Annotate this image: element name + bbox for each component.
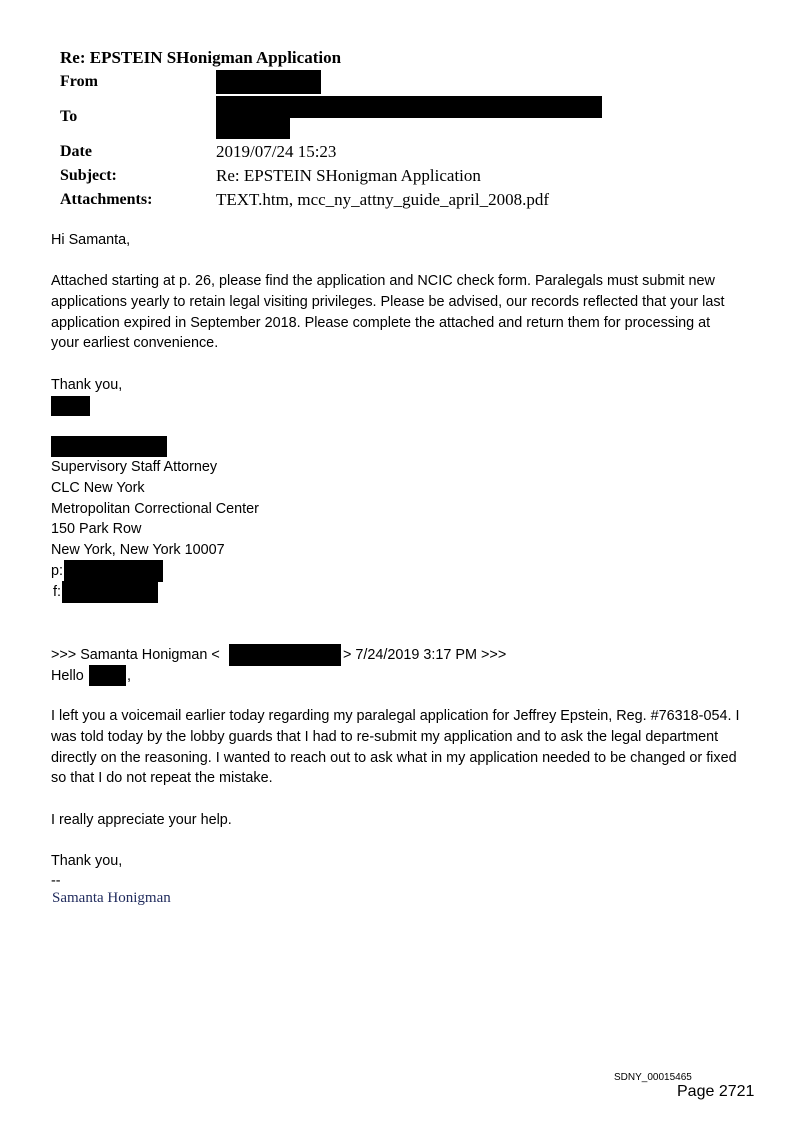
subject-label: Subject: (60, 167, 117, 184)
email-title: Re: EPSTEIN SHonigman Application (60, 48, 342, 67)
redaction-sender-short (51, 396, 90, 416)
to-label: To (60, 108, 78, 125)
quoted-header-prefix: >>> Samanta Honigman < (51, 647, 220, 663)
quoted-closing: Thank you, (51, 853, 123, 869)
reply-line: your earliest convenience. (51, 335, 219, 352)
reply-greeting: Hi Samanta, (51, 232, 131, 248)
quoted-greeting-prefix: Hello (51, 668, 84, 684)
signature-street: 150 Park Row (51, 521, 142, 537)
quoted-header-suffix: > 7/24/2019 3:17 PM >>> (343, 647, 507, 663)
reply-paragraph (51, 271, 761, 354)
signature-title: Supervisory Staff Attorney (51, 459, 218, 475)
signature-city: New York, New York 10007 (51, 542, 225, 558)
redaction-to-line2 (216, 117, 290, 139)
attachments-value: TEXT.htm, mcc_ny_attny_guide_april_2008.pdf (216, 190, 550, 209)
quoted-paragraph (51, 706, 761, 789)
date-label: Date (60, 143, 92, 160)
signature-fax-label: f: (53, 584, 61, 600)
attachments-label: Attachments: (60, 191, 153, 208)
redaction-fax (62, 581, 158, 603)
redaction-recipient-name (89, 665, 126, 686)
quoted-greeting-suffix: , (127, 668, 131, 684)
from-label: From (60, 73, 98, 90)
reply-closing: Thank you, (51, 377, 123, 393)
redaction-phone (64, 560, 163, 582)
redaction-sender-email (229, 644, 341, 666)
bates-number: SDNY_00015465 (614, 1072, 692, 1083)
subject-value: Re: EPSTEIN SHonigman Application (216, 166, 481, 185)
signature-phone-label: p: (51, 563, 64, 579)
quoted-line: I left you a voicemail earlier today regarding my paralegal application for Jeffrey Epstein, Reg. #76318-054. I (51, 708, 740, 724)
quoted-separator: -- (51, 873, 61, 889)
quoted-line: so that I do not repeat the mistake. (51, 770, 273, 787)
quoted-sender-name: Samanta Honigman (52, 890, 171, 906)
date-value: 2019/07/24 15:23 (216, 142, 337, 161)
signature-facility: Metropolitan Correctional Center (51, 501, 259, 517)
signature-office: CLC New York (51, 480, 145, 496)
reply-line: application expired in September 2018. Please complete the attached and return them for processing at (51, 314, 711, 331)
quoted-appreciation: I really appreciate your help. (51, 812, 232, 828)
quoted-line: directly on the reasoning. I wanted to reach out to ask what in my application needed to be changed or fixed (51, 749, 737, 766)
reply-line: Attached starting at p. 26, please find the application and NCIC check form. Paralegals must submit new (51, 273, 715, 289)
quoted-line: was told today by the lobby guards that I had to re-submit my application and to ask the legal department (51, 728, 719, 745)
redaction-from (216, 70, 321, 94)
redaction-to-line1 (216, 96, 602, 118)
page-number: Page 2721 (677, 1083, 755, 1100)
reply-line: applications yearly to retain legal visiting privileges. Please be advised, our records reflected that your last (51, 293, 725, 310)
redaction-sender-name (51, 436, 167, 457)
